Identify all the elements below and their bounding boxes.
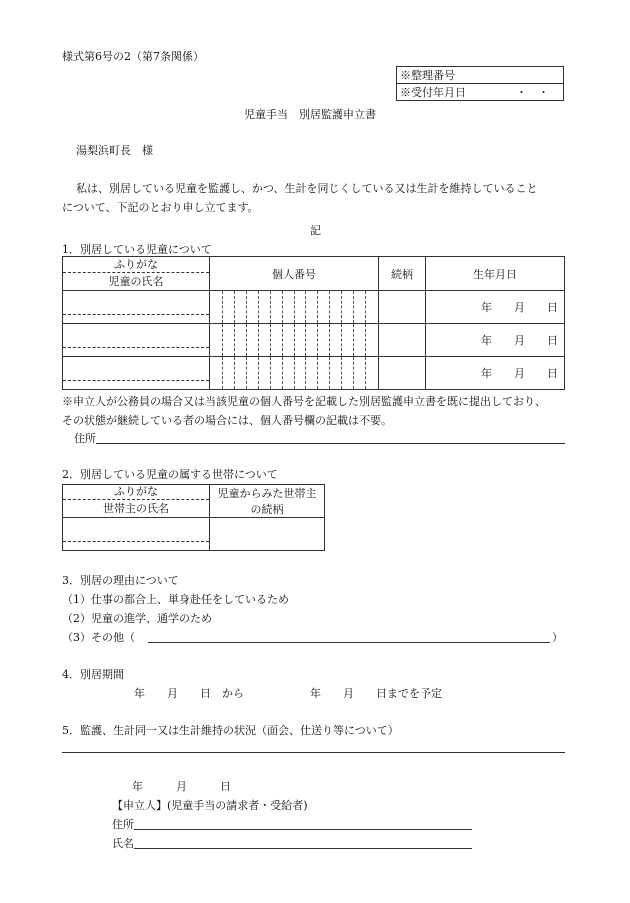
section1-address-label: 住所 [74,432,96,445]
admin-received-dots: ・ ・ [516,86,549,99]
child-name-header [63,257,210,291]
child-furigana-label: ふりがな [63,257,209,273]
section1-heading: 1．別居している児童について [62,243,212,256]
householder-name-header [63,485,210,518]
addressee: 湯梨浜町長 様 [76,144,153,157]
applicant-address-label: 住所 [112,818,134,831]
mynumber-cell[interactable] [210,357,379,390]
admin-received-label: ※受付年月日 [400,86,466,99]
reason-item-3[interactable]: （3）その他（ [62,631,135,644]
reason-item-2[interactable]: （2）児童の進学、通学のため [62,612,212,625]
householder-name-cell[interactable] [63,518,210,551]
applicant-address-field[interactable] [134,829,472,830]
intro-line-1: 私は、別居している児童を監護し、かつ、生計を同じくしている又は生計を維持していること [76,182,538,195]
page-title: 児童手当 別居監護申立書 [244,108,376,121]
relation-cell[interactable] [379,291,426,324]
mynumber-note-1: ※申立人が公務員の場合又は当該児童の個人番号を記載した別居監護申立書を既に提出しており、 [62,395,546,408]
relation-header: 続柄 [379,257,426,291]
child-name-cell[interactable] [63,291,210,324]
admin-serial-label: ※整理番号 [397,67,564,84]
householder-furigana-label: ふりがな [63,485,209,500]
householder-name-label: 世帯主の氏名 [103,502,169,515]
admin-box [396,66,564,101]
admin-received-date [397,84,564,101]
mynumber-header: 個人番号 [210,257,379,291]
birthdate-cell[interactable]: 年 月 日 [426,324,565,357]
child-row [63,291,565,324]
child-row [63,324,565,357]
reason-item-1[interactable]: （1）仕事の都合上、単身赴任をしているため [62,593,289,606]
birthdate-header: 生年月日 [426,257,565,291]
relation-cell[interactable] [379,357,426,390]
section4-heading: 4．別居期間 [62,668,124,681]
separation-period[interactable]: 年 月 日 から 年 月 日までを予定 [134,687,442,700]
child-name-cell[interactable] [63,324,210,357]
section2-heading: 2．別居している児童の属する世帯について [62,468,278,481]
section1-address-field[interactable] [96,443,565,444]
status-field[interactable] [62,752,565,753]
householder-relation-header [210,485,325,518]
intro-line-2: について、下記のとおり申し立てます。 [62,201,259,214]
child-name-cell[interactable] [63,357,210,390]
applicant-name-field[interactable] [134,848,472,849]
household-table [62,484,325,551]
children-table [62,256,565,390]
relation-cell[interactable] [379,324,426,357]
applicant-label: 【申立人】(児童手当の請求者・受給者) [112,799,308,812]
applicant-name-label: 氏名 [112,837,134,850]
householder-relation-label-2: の続柄 [250,503,284,516]
householder-relation-cell[interactable] [210,518,325,551]
section5-heading: 5．監護、生計同一又は生計維持の状況（面会、仕送り等について） [62,724,399,737]
section3-heading: 3．別居の理由について [62,574,179,587]
birthdate-cell[interactable]: 年 月 日 [426,291,565,324]
submission-date[interactable]: 年 月 日 [132,780,231,793]
reason-other-field[interactable] [148,642,550,643]
ki-label: 記 [310,224,321,237]
householder-relation-label-1: 児童からみた世帯主 [217,487,317,500]
reason-item-3-close: ） [552,631,563,644]
child-row [63,357,565,390]
form-number: 様式第6号の2（第7条関係） [62,50,204,63]
mynumber-cell[interactable] [210,291,379,324]
mynumber-note-2: その状態が継続している者の場合には、個人番号欄の記載は不要。 [62,414,392,427]
birthdate-cell[interactable]: 年 月 日 [426,357,565,390]
mynumber-cell[interactable] [210,324,379,357]
child-name-label: 児童の氏名 [108,275,164,288]
